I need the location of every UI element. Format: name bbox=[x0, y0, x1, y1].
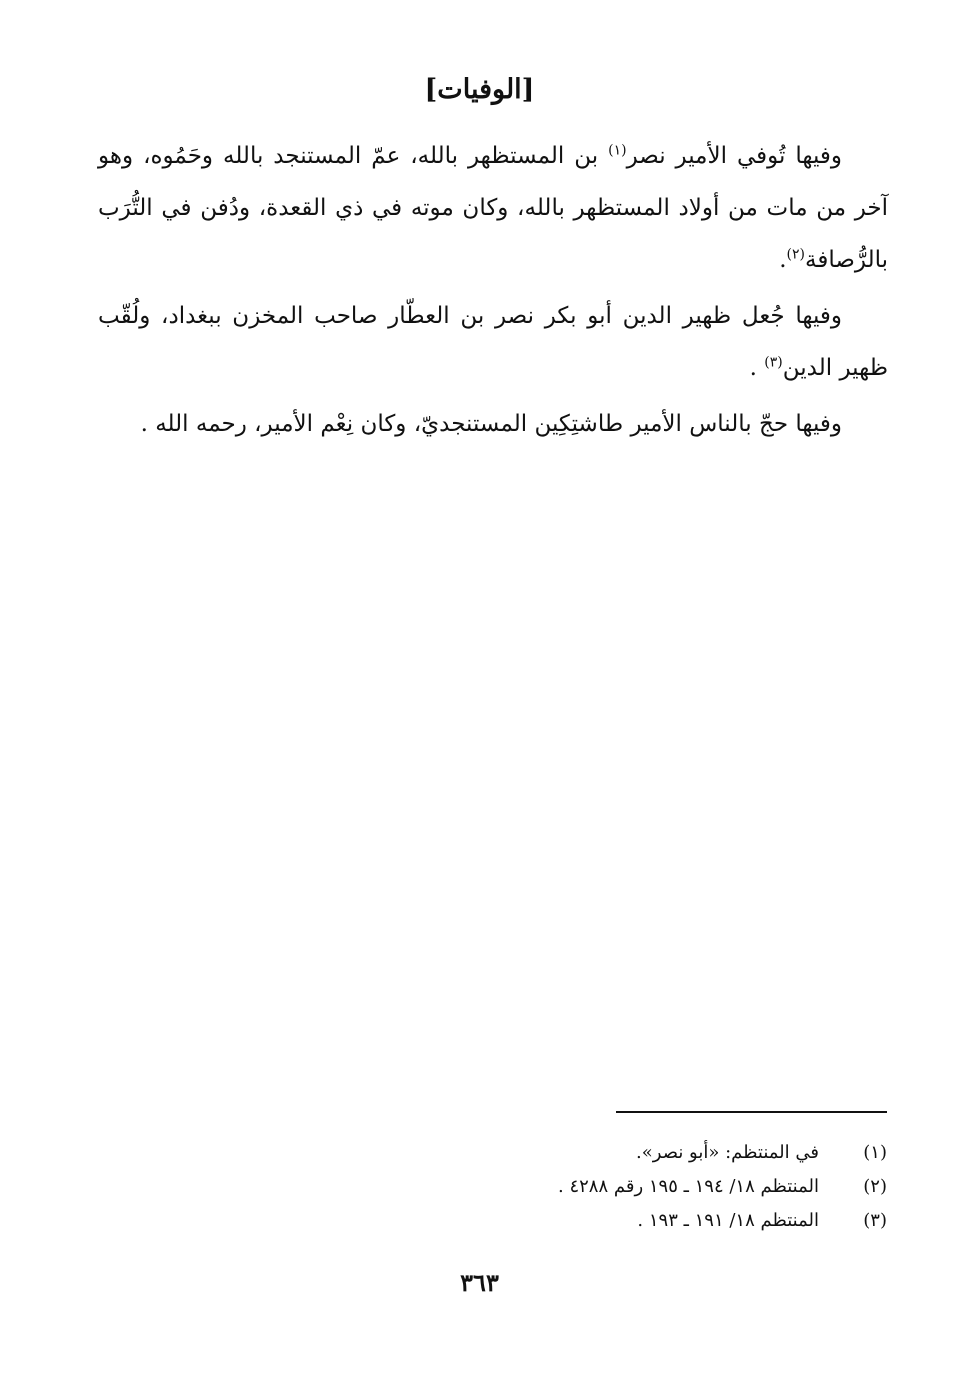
footnotes bbox=[467, 1136, 887, 1238]
paragraph-text: وفيها تُوفي الأمير نصر bbox=[626, 143, 842, 169]
footnote-marker: (١) bbox=[608, 142, 627, 159]
footnote-marker: (٢) bbox=[786, 246, 806, 263]
footnote-separator bbox=[616, 1111, 887, 1113]
paragraph-text: وفيها جُعل ظهير الدين أبو بكر نصر بن العطّار صاحب المخزن ببغداد، ولُقّب ظهير الدين bbox=[98, 303, 888, 381]
footnote-marker: (٣) bbox=[764, 354, 783, 371]
paragraph-death-nasr bbox=[98, 130, 888, 286]
paragraph-text: وفيها حجّ بالناس الأمير طاشتِكِين المستنجديّ، وكان نِعْم الأمير، رحمه الله . bbox=[140, 411, 842, 437]
footnote-item bbox=[467, 1170, 887, 1204]
footnote-number: (١) bbox=[863, 1142, 887, 1163]
footnote-text: في المنتظم: «أبو نصر». bbox=[636, 1142, 819, 1163]
main-text bbox=[98, 130, 888, 454]
footnote-item bbox=[467, 1204, 887, 1238]
paragraph-text: . bbox=[749, 355, 765, 381]
paragraph-text: بن المستظهر بالله، عمّ المستنجد بالله وحَمُوه، وهو آخر من مات من أولاد المستظهر بالله، وكان موته في ذي القعدة، ودُفن في التُّرَب بالرُّصافة bbox=[98, 143, 888, 273]
footnote-number: (٣) bbox=[863, 1210, 887, 1231]
section-heading: [الوفيات] bbox=[424, 74, 535, 105]
page-number: ٣٦٣ bbox=[460, 1268, 499, 1297]
footnote-text: المنتظم ١٨/ ١٩٤ ـ ١٩٥ رقم ٤٢٨٨ . bbox=[558, 1176, 819, 1197]
footnote-text: المنتظم ١٨/ ١٩١ ـ ١٩٣ . bbox=[637, 1210, 819, 1231]
footnote-item bbox=[467, 1136, 887, 1170]
paragraph-hajj bbox=[98, 398, 888, 450]
footnote-number: (٢) bbox=[863, 1176, 887, 1197]
paragraph-zahir-al-din bbox=[98, 290, 888, 394]
paragraph-text: . bbox=[779, 247, 787, 273]
